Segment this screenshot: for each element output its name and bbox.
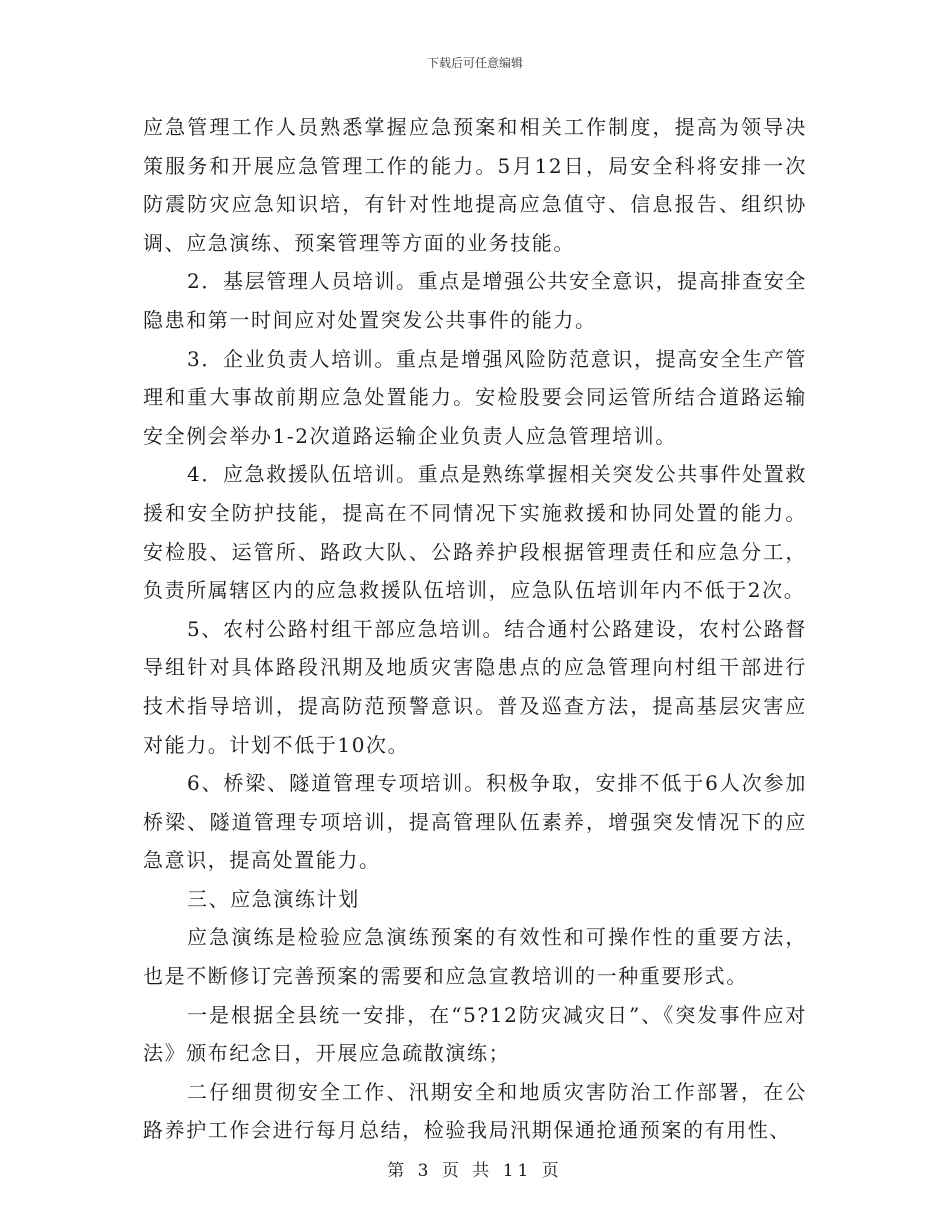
paragraph: 应急管理工作人员熟悉掌握应急预案和相关工作制度，提高为领导决策服务和开展应急管理工作的能力。5月12日，局安全科将安排一次防震防灾应急知识培，有针对性地提高应急值守、信息报告、组织协调、应急演练、预案管理等方面的业务技能。 [143, 115, 807, 255]
page-header: 下载后可任意编辑 [426, 56, 523, 70]
paragraph: 一是根据全县统一安排，在“5?12防灾减灾日”、《突发事件应对法》颁布纪念日，开展应急疏散演练； [143, 1002, 807, 1066]
page-number: 第 3 页 共 11 页 [387, 1161, 563, 1181]
paragraph: 二仔细贯彻安全工作、汛期安全和地质灾害防治工作部署，在公路养护工作会进行每月总结，检验我局汛期保通抢通预案的有用性、 [143, 1079, 807, 1143]
section-heading: 三、应急演练计划 [187, 886, 360, 911]
paragraph: 应急演练是检验应急演练预案的有效性和可操作性的重要方法，也是不断修订完善预案的需要和应急宣教培训的一种重要形式。 [143, 925, 807, 989]
paragraph: 3．企业负责人培训。重点是增强风险防范意识，提高安全生产管理和重大事故前期应急处置能力。安检股要会同运管所结合道路运输安全例会举办1-2次道路运输企业负责人应急管理培训。 [143, 346, 807, 448]
paragraph: 6、桥梁、隧道管理专项培训。积极争取，安排不低于6人次参加桥梁、隧道管理专项培训，提高管理队伍素养，增强突发情况下的应急意识，提高处置能力。 [143, 771, 807, 873]
document-body [143, 108, 807, 1150]
paragraph: 2．基层管理人员培训。重点是增强公共安全意识，提高排查安全隐患和第一时间应对处置突发公共事件的能力。 [143, 269, 807, 332]
paragraph: 5、农村公路村组干部应急培训。结合通村公路建设，农村公路督导组针对具体路段汛期及地质灾害隐患点的应急管理向村组干部进行技术指导培训，提高防范预警意识。普及巡查方法，提高基层灾害应对能力。计划不低于10次。 [143, 616, 807, 757]
paragraph: 4．应急救援队伍培训。重点是熟练掌握相关突发公共事件处置救援和安全防护技能，提高在不同情况下实施救援和协同处置的能力。安检股、运管所、路政大队、公路养护段根据管理责任和应急分工，负责所属辖区内的应急救援队伍培训，应急队伍培训年内不低于2次。 [143, 462, 807, 603]
